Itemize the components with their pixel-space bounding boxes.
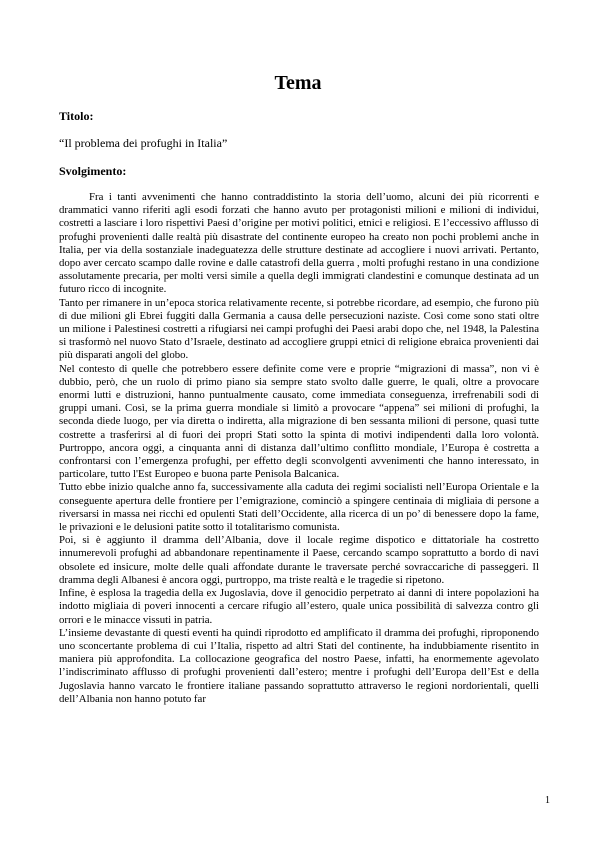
page-title: Tema	[274, 72, 322, 94]
titolo-label: Titolo:	[59, 109, 94, 123]
paragraph: Poi, si è aggiunto il dramma dell’Albania, dove il locale regime dispotico e dittatoriale ha costretto innumerevoli profughi ad abbandonare repentinamente il Paese, cercando scampo soprattutto a bordo di navi obsolete ed insicure, molte delle quali affondate durante le traversate perché sovraccariche di passeggeri. Il dramma degli Albanesi è ancora oggi, purtroppo, ma triste realtà e le tragedie si ripetono.	[59, 534, 539, 586]
essay-subject: “Il problema dei profughi in Italia”	[59, 136, 228, 150]
paragraph: Tutto ebbe inizio qualche anno fa, successivamente alla caduta dei regimi socialisti nell’Europa Orientale e la conseguente apertura delle frontiere per l’emigrazione, cominciò a spingere centinaia di migliaia di persone a riversarsi in massa nei ricchi ed opulenti Stati dell’Occidente, alla ricerca di un po’ di benessere dopo la fame, le privazioni e le delusioni patite sotto il totalitarismo comunista.	[59, 481, 539, 534]
paragraph: Nel contesto di quelle che potrebbero essere definite come vere e proprie “migrazioni di massa”, non vi è dubbio, però, che un ruolo di primo piano sia sempre stato svolto dalle guerre, le quali, oltre a provocare enormi lutti e distruzioni, hanno puntualmente causato, come immediata conseguenza, irrefrenabili sodi di gruppi umani. Così, se la prima guerra mondiale si limitò a provocare “appena” sei milioni di profughi, la seconda diede luogo, per via diretta o indiretta, alla migrazione di ben sessanta milioni di persone, quasi tutte costrette a trasferirsi al di fuori dei propri Stati sotto la spinta di motivi indipendenti dalla loro volontà. Purtroppo, ancora oggi, a cinquanta anni di distanza dall’ultimo conflitto mondiale, l’Europa è costretta a confrontarsi con l’emergenza profughi, per effetto degli sconvolgenti avvenimenti che hanno interessato, in particolare, tutto l'Est Europeo e buona parte Penisola Balcanica.	[59, 362, 539, 481]
paragraph: L’insieme devastante di questi eventi ha quindi riprodotto ed amplificato il dramma dei profughi, riproponendo uno sconcertante problema di cui l’Italia, rispetto ad altri Stati del continente, ha indubbiamente risentito in maniera più approfondita. La collocazione geografica del nostro Paese, infatti, ha enormemente agevolato l’indiscriminato afflusso di profughi provenienti dall’estero; mentre i profughi dell’Europa dell’Est e della Jugoslavia hanno varcato le frontiere italiane passando soprattutto attraverso le regioni nordorientali, quelli dell’Albania non hanno potuto far	[59, 626, 539, 705]
page-number: 1	[545, 795, 550, 806]
essay-body	[59, 191, 539, 706]
svolgimento-label: Svolgimento:	[59, 164, 127, 178]
paragraph: Fra i tanti avvenimenti che hanno contraddistinto la storia dell’uomo, alcuni dei più ricorrenti e drammatici vanno riferiti agli esodi forzati che hanno avuto per protagonisti milioni e milioni di individui, costretti a lasciare i loro rispettivi Paesi d’origine per motivi politici, etnici e religiosi. E l’eccessivo afflusso di profughi provenienti dalle realtà più disastrate del continente europeo ha creato non pochi problemi anche in Italia, per via della sostanziale inadeguatezza delle strutture destinate ad accogliere i nuovi arrivati. Pertanto, dopo aver cercato scampo dalle rovine e dalle catastrofi della guerra , molti profughi restano in una condizione assolutamente precaria, per molti versi simile a quella degli immigrati clandestini e comunque destinata ad un futuro ricco di incognite.	[59, 191, 539, 296]
paragraph: Tanto per rimanere in un’epoca storica relativamente recente, si potrebbe ricordare, ad esempio, che furono più di due milioni gli Ebrei fuggiti dalla Germania a causa delle persecuzioni naziste. Così come sono stati oltre un milione i Palestinesi costretti a rifugiarsi nei campi profughi dei Paesi arabi dopo che, nel 1948, la Palestina si trasformò nel nuovo Stato d’Israele, destinato ad accogliere gruppi etnici di religione ebraica provenienti dai più disparati angoli del globo.	[59, 296, 539, 362]
paragraph: Infine, è esplosa la tragedia della ex Jugoslavia, dove il genocidio perpetrato ai danni di intere popolazioni ha indotto migliaia di poveri innocenti a cercare rifugio all’estero, quale unica possibilità di salvezza contro gli orrori e le minacce vissuti in patria.	[59, 587, 539, 626]
